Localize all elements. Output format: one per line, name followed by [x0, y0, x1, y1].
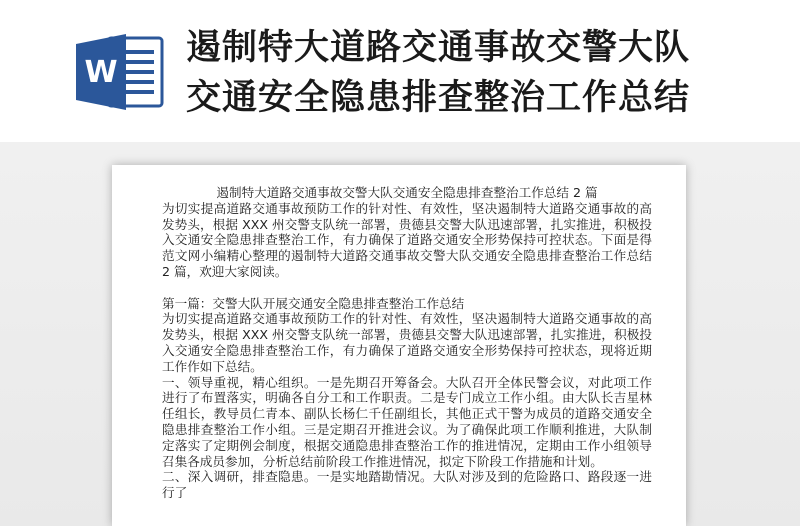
section-intro-paragraph: 为切实提高道路交通事故预防工作的针对性、有效性，坚决遏制特大道路交通事故的高发势头，根据 XXX 州交警支队统一部署，贵德县交警大队迅速部署，扎实推进，积极投入交通安全隐患排查整治工作，有力确保了道路交通安全形势保持可控状态，现将近期工作作如下总结。 — [162, 311, 652, 374]
banner-header — [0, 0, 800, 150]
banner-title-line-2: 交通安全隐患排查整治工作总结 — [186, 78, 691, 118]
section-heading: 第一篇：交警大队开展交通安全隐患排查整治工作总结 — [162, 295, 465, 311]
intro-paragraph: 为切实提高道路交通事故预防工作的针对性、有效性，坚决遏制特大道路交通事故的高发势头，根据 XXX 州交警支队统一部署，贵德县交警大队迅速部署，扎实推进，积极投入交通安全隐患排查整治工作，有力确保了道路交通安全形势保持可控状态。下面是得范文网小编精心整理的遏制特大道路交通事故交警大队交通安全隐患排查整治工作总结 2 篇，欢迎大家阅读。 — [162, 200, 652, 279]
point-one-paragraph: 一、领导重视，精心组织。一是先期召开筹备会。大队召开全体民警会议，对此项工作进行了布置落实，明确各自分工和工作职责。二是专门成立工作小组。由大队长吉星林任组长，教导员仁青本、副队长杨仁千任副组长，其他正式干警为成员的道路交通安全隐患排查整治工作小组。三是定期召开推进会议。为了确保此项工作顺利推进，大队制定落实了定期例会制度，根据交通隐患排查整治工作的推进情况，定期由工作小组领导召集各成员参加，分析总结前阶段工作推进情况，拟定下阶段工作措施和计划。 — [162, 374, 652, 469]
document-title: 遏制特大道路交通事故交警大队交通安全隐患排查整治工作总结 2 篇 — [216, 185, 598, 200]
paragraph-spacer — [162, 280, 652, 296]
document-body — [162, 185, 652, 501]
document-page[interactable] — [112, 165, 686, 526]
point-two-paragraph: 二、深入调研，排查隐患。一是实地踏勘情况。大队对涉及到的危险路口、路段逐一进行了 — [162, 469, 652, 501]
word-document-icon — [74, 32, 166, 112]
banner-title-line-1: 遏制特大道路交通事故交警大队 — [186, 28, 691, 68]
svg-text:W: W — [84, 55, 118, 90]
